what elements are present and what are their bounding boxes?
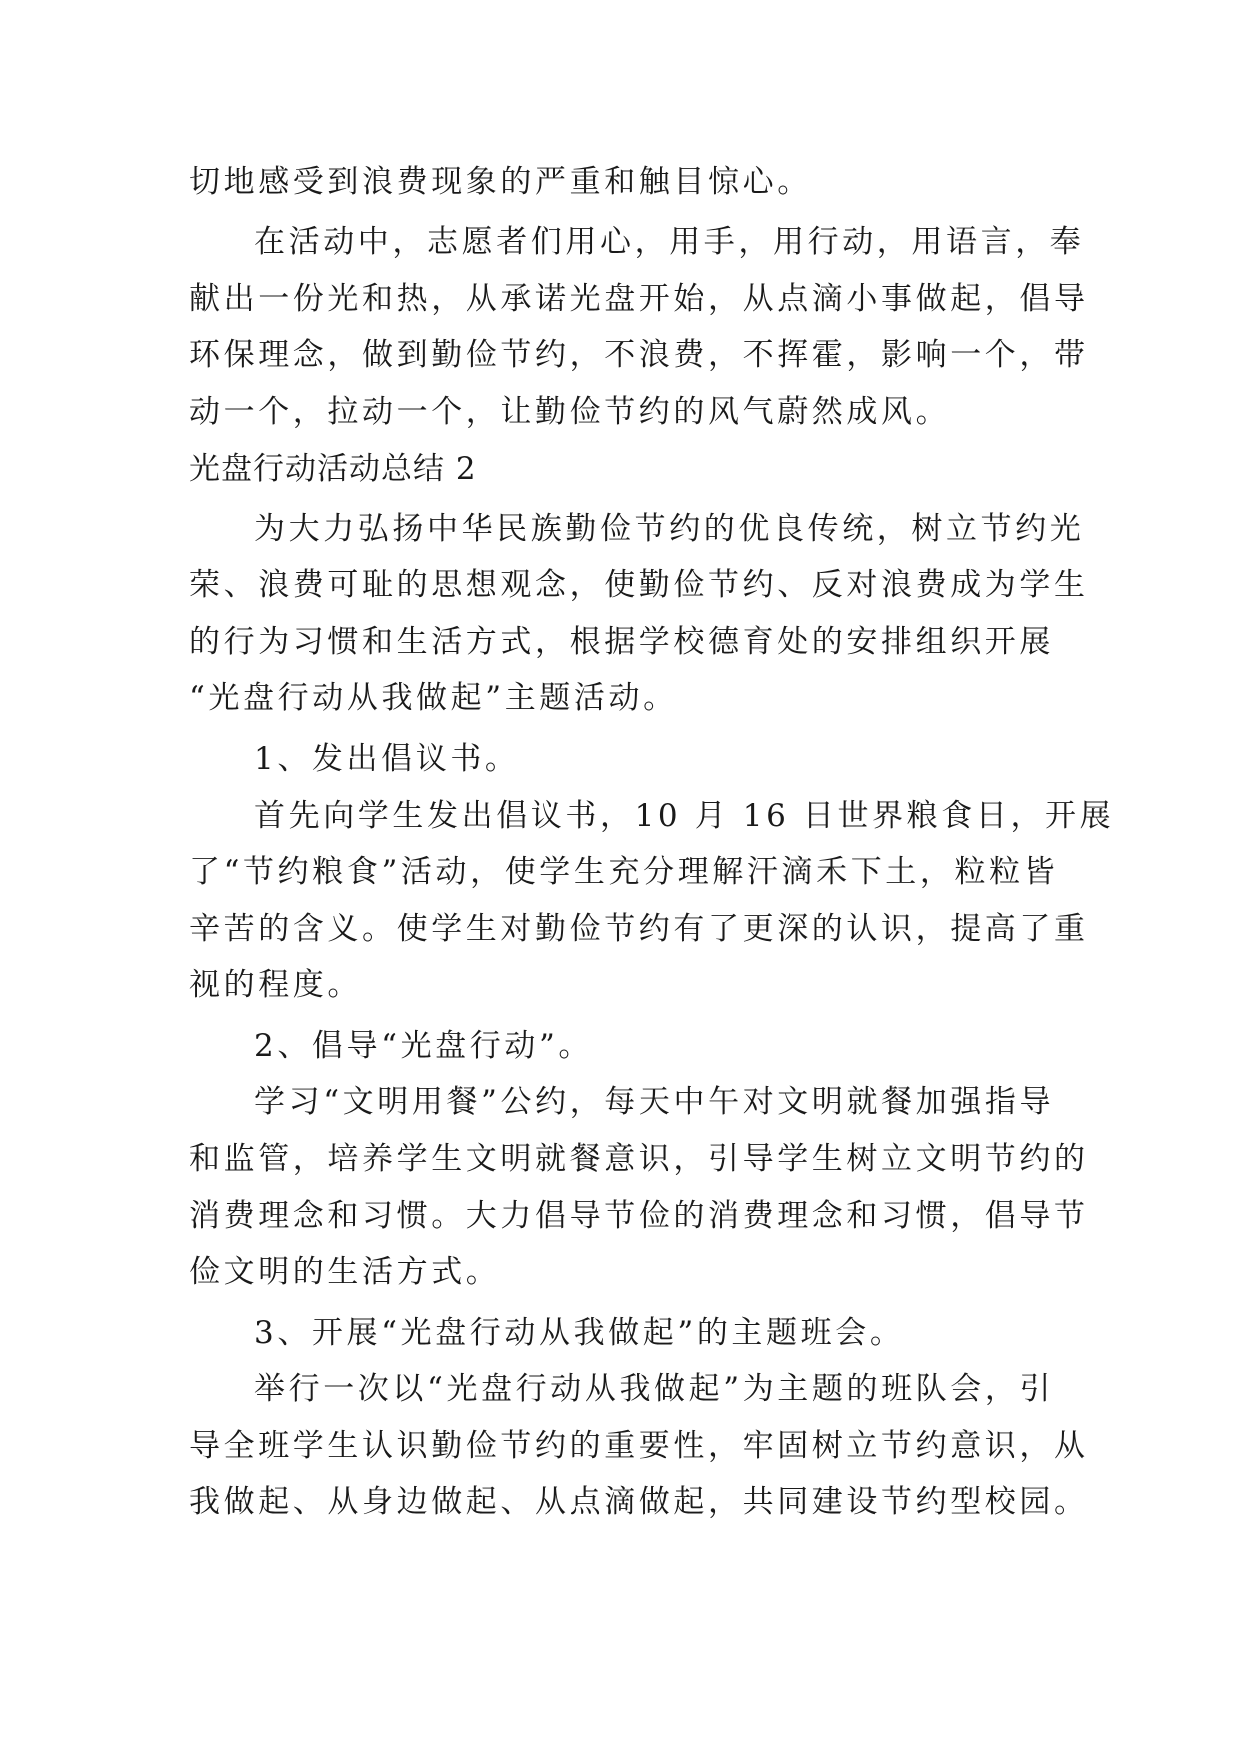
paragraph-line: 在活动中，志愿者们用心，用手，用行动，用语言，奉 xyxy=(254,224,1085,260)
paragraph-line: 消费理念和习惯。大力倡导节俭的消费理念和习惯，倡导节 xyxy=(189,1198,1089,1234)
section-heading: 光盘行动活动总结 2 xyxy=(189,451,477,487)
paragraph-line: 的行为习惯和生活方式，根据学校德育处的安排组织开展 xyxy=(189,624,1054,660)
paragraph-line: 导全班学生认识勤俭节约的重要性，牢固树立节约意识，从 xyxy=(189,1428,1089,1464)
list-item-heading: 3、开展“光盘行动从我做起”的主题班会。 xyxy=(254,1315,905,1351)
paragraph-line: 举行一次以“光盘行动从我做起”为主题的班队会，引 xyxy=(254,1371,1055,1407)
paragraph-line: 视的程度。 xyxy=(189,967,362,1003)
list-item-heading: 2、倡导“光盘行动”。 xyxy=(254,1028,594,1064)
paragraph-line: 了“节约粮食”活动，使学生充分理解汗滴禾下土，粒粒皆 xyxy=(189,854,1059,890)
paragraph-line: 俭文明的生活方式。 xyxy=(189,1254,501,1290)
list-item-heading: 1、发出倡议书。 xyxy=(254,741,520,777)
paragraph-line: 我做起、从身边做起、从点滴做起，共同建设节约型校园。 xyxy=(189,1484,1089,1520)
paragraph-line: 首先向学生发出倡议书，10 月 16 日世界粮食日，开展 xyxy=(254,798,1115,834)
paragraph-line: 辛苦的含义。使学生对勤俭节约有了更深的认识，提高了重 xyxy=(189,911,1089,947)
paragraph-line: 切地感受到浪费现象的严重和触目惊心。 xyxy=(189,164,812,200)
paragraph-line: “光盘行动从我做起”主题活动。 xyxy=(189,680,678,716)
paragraph-line: 环保理念，做到勤俭节约，不浪费，不挥霍，影响一个，带 xyxy=(189,337,1089,373)
paragraph-line: 动一个，拉动一个，让勤俭节约的风气蔚然成风。 xyxy=(189,394,951,430)
paragraph-line: 学习“文明用餐”公约，每天中午对文明就餐加强指导 xyxy=(254,1084,1055,1120)
paragraph-line: 为大力弘扬中华民族勤俭节约的优良传统，树立节约光 xyxy=(254,511,1085,547)
paragraph-line: 和监管，培养学生文明就餐意识，引导学生树立文明节约的 xyxy=(189,1141,1089,1177)
paragraph-line: 荣、浪费可耻的思想观念，使勤俭节约、反对浪费成为学生 xyxy=(189,567,1089,603)
paragraph-line: 献出一份光和热，从承诺光盘开始，从点滴小事做起，倡导 xyxy=(189,281,1089,317)
